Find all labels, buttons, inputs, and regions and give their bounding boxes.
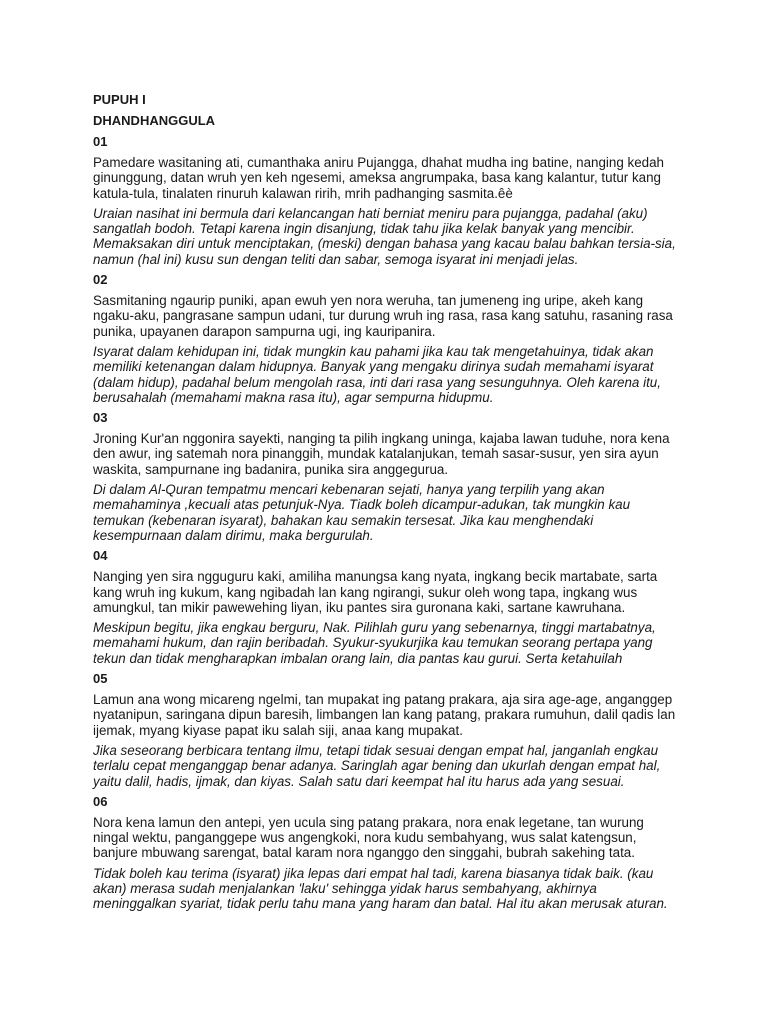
verse-javanese-text: Lamun ana wong micareng ngelmi, tan mupakat ing patang prakara, aja sira age-age, anganggep nyatanipun, saringana dipun baresih, limbangen lan kang patang, prakara rumuhun, dalil qadis lan ijemak, myang kiyase papat iku salah siji, anaa kang mupakat. [93, 692, 676, 738]
verse-block [93, 410, 678, 543]
verse-javanese-text: Nanging yen sira ngguguru kaki, amiliha manungsa kang nyata, ingkang becik martabate, sarta kang wruh ing kukum, kang ngibadah lan kang ngirangi, sukur oleh wong tapa, ingkang wus amungkul, tan mikir pawewehing liyan, iku pantes sira guronana kaki, sartane kawruhana. [93, 569, 658, 615]
verse-translation-text: Meskipun begitu, jika engkau berguru, Nak. Pilihlah guru yang sebenarnya, tinggi martabatnya, memahami hukum, dan rajin beribadah. Syukur-syukurjika kau temukan seorang pertapa yang tekun dan tidak mengharapkan imbalan orang lain, dia pantas kau gurui. Serta ketahuilah [93, 620, 656, 666]
verse-translation-text: Tidak boleh kau terima (isyarat) jika lepas dari empat hal tadi, karena biasanya tidak baik. (kau akan) merasa sudah menjalankan 'laku' sehingga yidak harus sembahyang, akhirnya meninggalkan syariat, tidak perlu tahu mana yang haram dan batal. Hal itu akan merusak aturan. [93, 865, 668, 912]
verse-javanese-text: Jroning Kur'an nggonira sayekti, nanging ta pilih ingkang uninga, kajaba lawan tuduhe, nora kena den awur, ing satemah nora pinanggih, mundak katalanjukan, temah sasar-susur, yen sira ayun waskita, sampurnane ing badanira, punika sira anggegurua. [93, 431, 670, 477]
pupuh-title: PUPUH I [93, 92, 146, 107]
verse-javanese-text: Pamedare wasitaning ati, cumanthaka aniru Pujangga, dhahat mudha ing batine, nanging kedah ginunggung, datan wruh yen keh ngesemi, ameksa angrumpaka, basa kang kalantur, tutur kang katula-tula, tinalaten rinuruh kalawan ririh, mrih padhanging sasmita.êè [93, 155, 664, 201]
verse-number: 06 [93, 793, 108, 809]
verse-block [93, 272, 678, 405]
verse-number: 04 [93, 548, 108, 564]
verse-javanese-text: Nora kena lamun den antepi, yen ucula sing patang prakara, nora enak legetane, tan wurung ningal wektu, panganggepe wus angengkoki, nora kudu sembahyang, wus salat katengsun, banjure mbuwang sarengat, batal karam nora nganggo den singgahi, bubrah sakehing tata. [93, 814, 644, 861]
pupuh-subtitle: DHANDHANGGULA [93, 113, 216, 128]
verse-translation-text: Uraian nasihat ini bermula dari kelancangan hati berniat meniru para pujangga, padahal (aku) sangatlah bodoh. Tetapi karena ingin disanjung, tidak tahu jika kelak banyak yang mencibir. Memaksakan diri untuk menciptakan, (meski) dengan bahasa yang kacau balau bahkan tersia-sia, namun (hal ini) kusu sun dengan teliti dan sabar, semoga isyarat ini menjadi jelas. [93, 205, 676, 267]
verse-block [93, 548, 678, 666]
verse-javanese-text: Sasmitaning ngaurip puniki, apan ewuh yen nora weruha, tan jumeneng ing uripe, akeh kang ngaku-aku, pangrasane sampun udani, tur durung wruh ing rasa, rasa kang satuhu, rasaning rasa punika, upayanen darapon sampurna ugi, ing kauripanira. [93, 293, 673, 339]
verse-number: 01 [93, 134, 108, 149]
verse-number: 03 [93, 410, 108, 426]
verse-block [93, 134, 678, 267]
verse-block [93, 671, 678, 789]
verse-translation-text: Jika seseorang berbicara tentang ilmu, tetapi tidak sesuai dengan empat hal, janganlah engkau terlalu cepat menganggap benar adanya. Saringlah agar bening dan ukurlah dengan empat hal, yaitu dalil, hadis, ijmak, dan kiyas. Salah satu dari keempat hal itu harus ada yang sesuai. [93, 742, 661, 789]
verse-translation-text: Di dalam Al-Quran tempatmu mencari kebenaran sejati, hanya yang terpilih yang akan memahaminya ,kecuali atas petunjuk-Nya. Tiadk boleh dicampur-adukan, tak mungkin kau temukan (kebenaran isyarat), bahakan kau semakin tersesat. Jika kau menghendaki kesempurnaan dalam dirimu, maka bergurulah. [93, 482, 631, 543]
document-page [93, 92, 678, 917]
verse-translation-text: Isyarat dalam kehidupan ini, tidak mungkin kau pahami jika kau tak mengetahuinya, tidak akan memiliki ketenangan dalam hidupnya. Banyak yang mengaku dirinya sudah memahami isyarat (dalam hidup), padahal belum mengolah rasa, inti dari rasa yang sesunguhnya. Oleh karena itu, berusahalah (memahami makna rasa itu), agar sempurna hidupmu. [93, 343, 661, 405]
verse-number: 05 [93, 671, 108, 687]
verse-block [93, 794, 678, 912]
verse-number: 02 [93, 272, 108, 288]
